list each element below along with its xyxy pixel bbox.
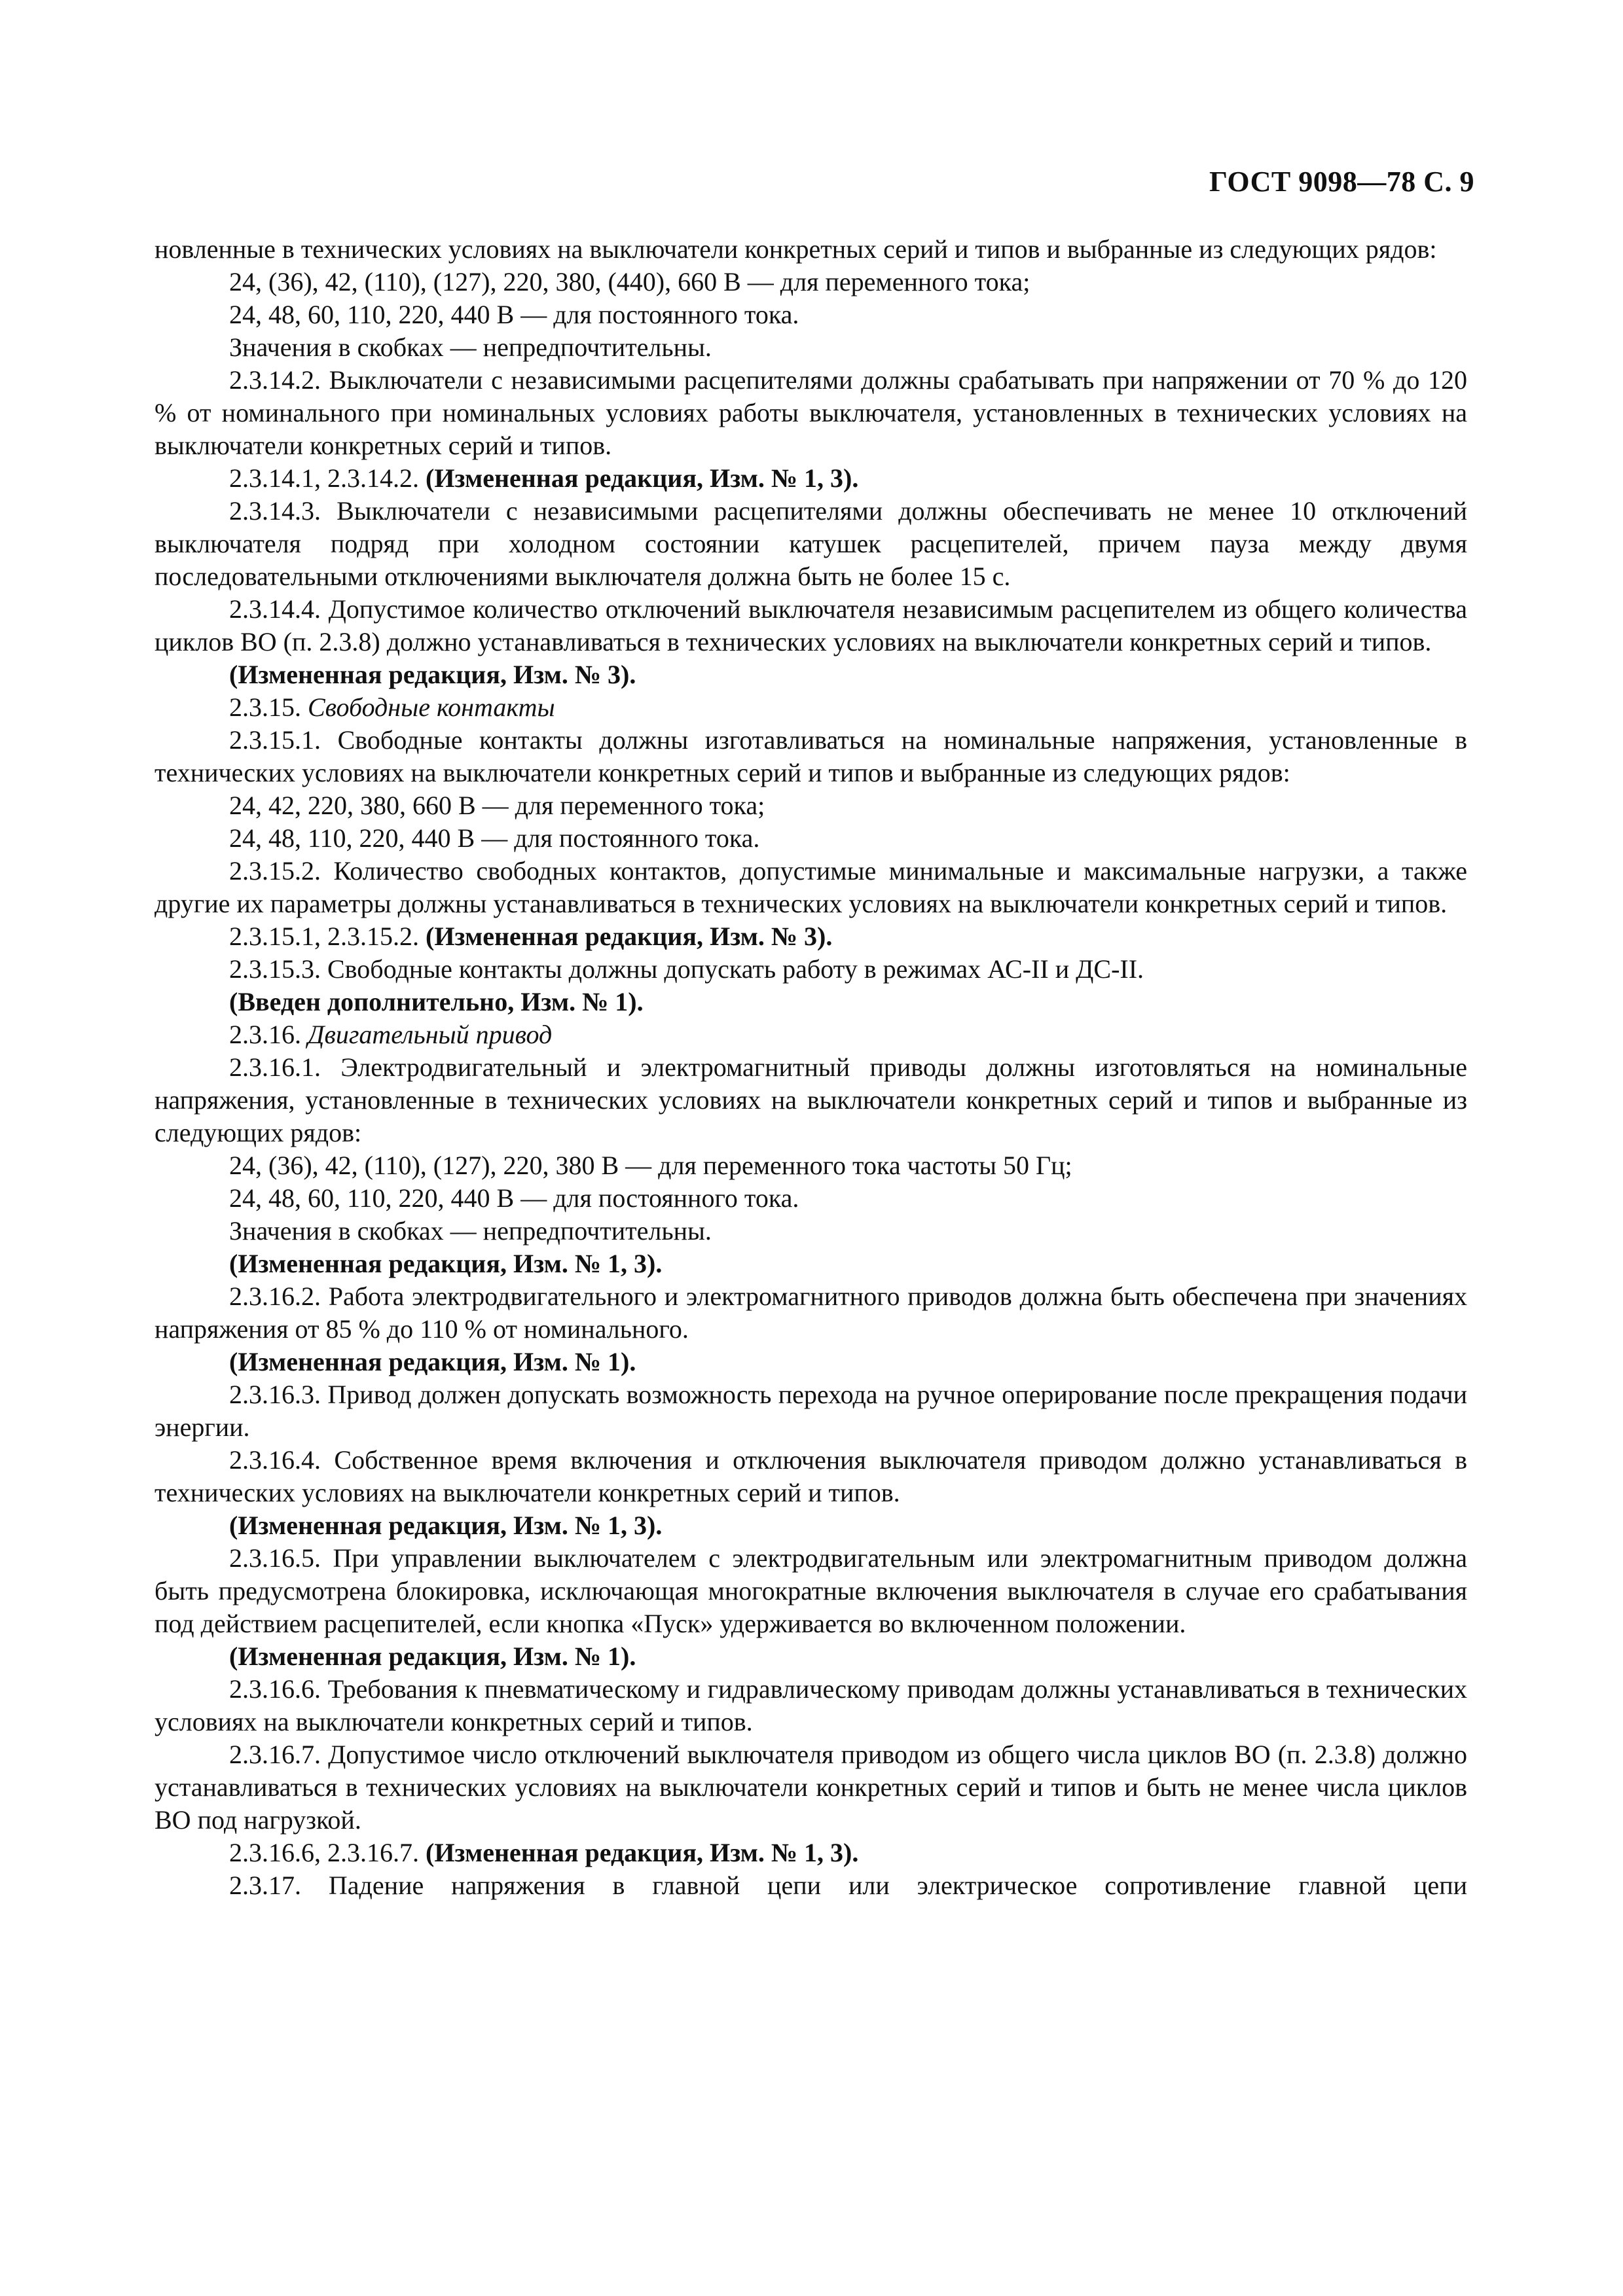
- paragraph: новленные в технических условиях на выключатели конкретных серий и типов и выбранные из следующих рядов:: [155, 234, 1437, 264]
- paragraph: 2.3.16.5. При управлении выключателем с электродвигательным или электромагнитным приводом должна быть предусмотрена блокировка, исключающая многократные включения выключателя в случае его срабатывания под действием расцепителей, если кнопка «Пуск» удерживается во включенном положении.: [155, 1543, 1467, 1638]
- amendment-text: (Измененная редакция, Изм. № 1, 3).: [229, 1511, 663, 1540]
- amendment-text: (Измененная редакция, Изм. № 1).: [229, 1641, 636, 1671]
- paragraph: 2.3.16.7. Допустимое число отключений выключателя приводом из общего числа циклов ВО (п. 2.3.8) должно устанавливаться в технических условиях на выключатели конкретных серий и типов и быть не менее числа циклов ВО под нагрузкой.: [155, 1740, 1467, 1835]
- paragraph: 24, 48, 60, 110, 220, 440 В — для постоянного тока.: [229, 300, 799, 329]
- paragraph: 2.3.16.2. Работа электродвигательного и электромагнитного приводов должна быть обеспечена при значениях напряжения от 85 % до 110 % от номинального.: [155, 1282, 1467, 1344]
- paragraph: 2.3.14.3. Выключатели с независимыми расцепителями должны обеспечивать не менее 10 отключений выключателя подряд при холодном состоянии катушек расцепителей, причем пауза между двумя последовательными отключениями выключателя должна быть не более 15 с.: [155, 496, 1467, 591]
- paragraph: 24, 48, 110, 220, 440 В — для постоянного тока.: [229, 823, 760, 853]
- paragraph: 2.3.15.2. Количество свободных контактов, допустимые минимальные и максимальные нагрузки, а также другие их параметры должны устанавливаться в технических условиях на выключатели конкретных серий и типов.: [155, 856, 1467, 918]
- paragraph: 2.3.16.1. Электродвигательный и электромагнитный приводы должны изготовляться на номинальные напряжения, установленные в технических условиях на выключатели конкретных серий и типов и выбранные из следующих рядов:: [155, 1052, 1467, 1147]
- section-title: Свободные контакты: [308, 692, 555, 722]
- paragraph: Значения в скобках — непредпочтительны.: [229, 332, 712, 362]
- amendment-text: (Измененная редакция, Изм. № 1, 3).: [229, 1249, 663, 1278]
- section-title: Двигательный привод: [308, 1020, 553, 1049]
- clause-ref: 2.3.16.6, 2.3.16.7.: [229, 1838, 419, 1867]
- paragraph: 2.3.14.2. Выключатели с независимыми расцепителями должны срабатывать при напряжении от 70 % до 120 % от номинального при номинальных условиях работы выключателя, установленных в технических условиях на выключатели конкретных серий и типов.: [155, 365, 1467, 460]
- amendment-text: (Измененная редакция, Изм. № 1).: [229, 1347, 636, 1376]
- amendment-note: [155, 462, 1467, 495]
- paragraph: 24, 48, 60, 110, 220, 440 В — для постоянного тока.: [229, 1183, 799, 1213]
- paragraph: 2.3.17. Падение напряжения в главной цепи или электрическое сопротивление главной цепи: [229, 1871, 1467, 1900]
- section-number: 2.3.16.: [229, 1020, 301, 1049]
- paragraph: 24, 42, 220, 380, 660 В — для переменного тока;: [229, 791, 765, 820]
- amendment-text: (Введен дополнительно, Изм. № 1).: [229, 987, 644, 1016]
- paragraph: 2.3.16.3. Привод должен допускать возможность перехода на ручное оперирование после прекращения подачи энергии.: [155, 1380, 1467, 1442]
- amendment-note: [155, 1837, 1467, 1869]
- amendment-text: (Измененная редакция, Изм. № 3).: [229, 660, 636, 689]
- paragraph: 2.3.16.6. Требования к пневматическому и гидравлическому приводам должны устанавливаться в технических условиях на выключатели конкретных серий и типов.: [155, 1674, 1467, 1736]
- page-header: ГОСТ 9098—78 С. 9: [1209, 166, 1474, 198]
- amendment-text: (Измененная редакция, Изм. № 3).: [426, 922, 833, 951]
- amendment-note: [155, 920, 1467, 953]
- section-number: 2.3.15.: [229, 692, 301, 722]
- paragraph: 24, (36), 42, (110), (127), 220, 380, (440), 660 В — для переменного тока;: [229, 267, 1030, 296]
- paragraph: 2.3.15.3. Свободные контакты должны допускать работу в режимах АС-II и ДС-II.: [229, 954, 1144, 984]
- document-body: [155, 233, 1467, 1902]
- clause-ref: 2.3.14.1, 2.3.14.2.: [229, 463, 419, 493]
- paragraph: 2.3.15.1. Свободные контакты должны изготавливаться на номинальные напряжения, установленные в технических условиях на выключатели конкретных серий и типов и выбранные из следующих рядов:: [155, 725, 1467, 787]
- section-heading: [155, 1018, 1467, 1051]
- paragraph: 24, (36), 42, (110), (127), 220, 380 В — для переменного тока частоты 50 Гц;: [229, 1151, 1072, 1180]
- paragraph: Значения в скобках — непредпочтительны.: [229, 1216, 712, 1246]
- amendment-text: (Измененная редакция, Изм. № 1, 3).: [426, 463, 859, 493]
- paragraph: 2.3.14.4. Допустимое количество отключений выключателя независимым расцепителем из общего количества циклов ВО (п. 2.3.8) должно устанавливаться в технических условиях на выключатели конкретных серий и типов.: [155, 594, 1467, 656]
- clause-ref: 2.3.15.1, 2.3.15.2.: [229, 922, 419, 951]
- section-heading: [155, 691, 1467, 724]
- amendment-text: (Измененная редакция, Изм. № 1, 3).: [426, 1838, 859, 1867]
- paragraph: 2.3.16.4. Собственное время включения и отключения выключателя приводом должно устанавливаться в технических условиях на выключатели конкретных серий и типов.: [155, 1445, 1467, 1507]
